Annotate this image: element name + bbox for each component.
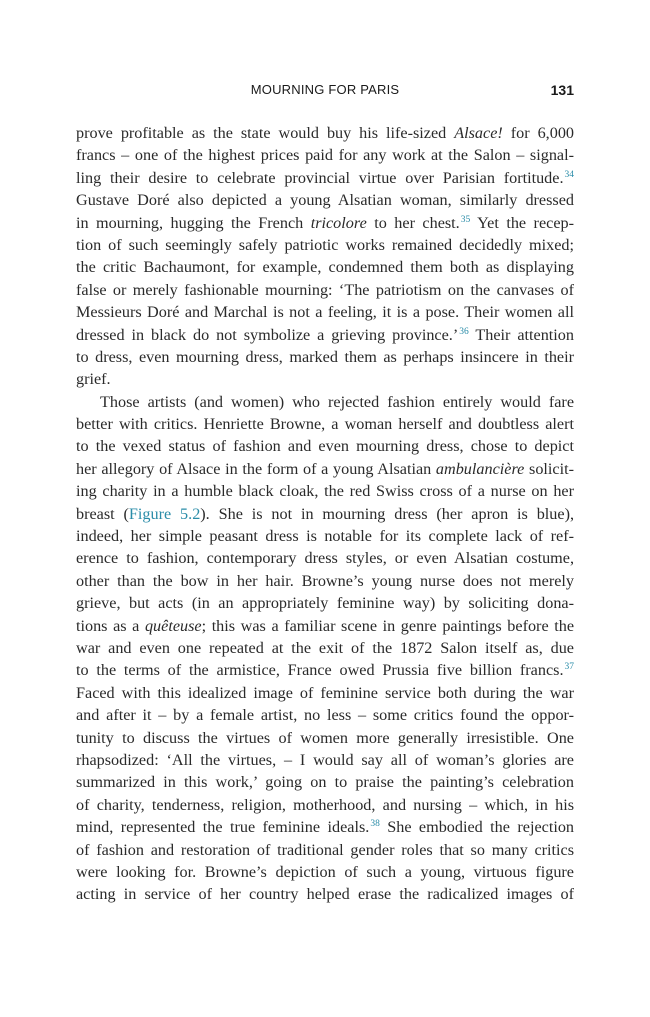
text-line xyxy=(76,122,574,144)
text-line: summarized in this work,’ going on to praise the painting’s celebration xyxy=(76,773,574,792)
text-line: tion of such seemingly safely patriotic works remained decidedly mixed; xyxy=(76,235,574,254)
text-line xyxy=(76,615,574,637)
text-line: indeed, her simple peasant dress is notable for its complete lack of ref- xyxy=(76,527,574,546)
text-line xyxy=(76,324,574,346)
text-run: Their attention xyxy=(468,325,574,344)
text-line: tunity to discuss the virtues of women more generally irresistible. One xyxy=(76,728,574,747)
text-line: rhapsodized: ‘All the virtues, – I would say all of woman’s glories are xyxy=(76,750,574,769)
text-line: ing charity in a humble black cloak, the red Swiss cross of a nurse on her xyxy=(76,482,574,501)
note-reference[interactable]: 38 xyxy=(370,819,380,830)
text-line: Faced with this idealized image of feminine service both during the war xyxy=(76,683,574,702)
body-text xyxy=(76,122,574,906)
italic-term: Alsace! xyxy=(454,124,503,142)
page-number: 131 xyxy=(550,82,574,98)
text-line xyxy=(76,659,574,681)
text-line: grieve, but acts (in an appropriately feminine way) by soliciting dona- xyxy=(76,594,574,613)
text-run: ling their desire to celebrate provincial virtue over Parisian fortitude. xyxy=(76,168,564,187)
note-reference[interactable]: 37 xyxy=(564,662,574,673)
note-reference[interactable]: 35 xyxy=(460,214,471,225)
text-line xyxy=(76,458,574,480)
text-line: to the vexed status of fashion and even mourning dress, chose to depict xyxy=(76,437,574,456)
text-line xyxy=(76,212,574,234)
text-line: grief. xyxy=(76,370,111,389)
italic-term: quêteuse xyxy=(144,616,202,635)
italic-term: ambulancière xyxy=(435,459,525,478)
text-line: war and even one repeated at the exit of the 1872 Salon itself as, due xyxy=(76,638,574,657)
text-line: other than the bow in her hair. Browne’s young nurse does not merely xyxy=(76,571,574,590)
text-run: ; this was a familiar scene in genre paintings before the xyxy=(201,616,574,635)
figure-link[interactable]: Figure 5.2 xyxy=(128,504,201,523)
text-line xyxy=(76,816,574,838)
text-run: her allegory of Alsace in the form of a young Alsatian xyxy=(76,459,436,478)
text-line: of charity, tenderness, religion, motherhood, and nursing – which, in his xyxy=(76,795,574,814)
text-line: acting in service of her country helped erase the radicalized images of xyxy=(76,885,574,904)
text-run: to her chest. xyxy=(366,213,460,232)
text-line: the critic Bachaumont, for example, condemned them both as displaying xyxy=(76,258,574,277)
text-run: in mourning, hugging the French xyxy=(76,213,311,232)
text-line: Messieurs Doré and Marchal is not a feeling, it is a pose. Their women all xyxy=(76,303,574,322)
text-line: and after it – by a female artist, no less – some critics found the oppor- xyxy=(76,706,574,725)
text-line: of fashion and restoration of traditional gender roles that so many critics xyxy=(76,840,574,859)
note-reference[interactable]: 36 xyxy=(459,326,469,337)
text-run: She embodied the rejection xyxy=(379,818,574,837)
text-run: breast ( xyxy=(76,504,129,523)
text-line: Gustave Doré also depicted a young Alsatian woman, similarly dressed xyxy=(76,191,574,210)
text-run: tions as a xyxy=(76,616,145,635)
page-header xyxy=(76,82,574,102)
text-line: erence to fashion, contemporary dress styles, or even Alsatian costume, xyxy=(76,549,574,568)
text-line xyxy=(76,503,574,525)
text-run: Yet the recep- xyxy=(470,213,574,232)
text-run: to the terms of the armistice, France owed Prussia five billion francs. xyxy=(76,661,564,680)
text-run: ). She is not in mourning dress (her apron is blue), xyxy=(200,504,574,523)
text-line xyxy=(76,167,574,189)
text-line: francs – one of the highest prices paid for any work at the Salon – signal- xyxy=(76,146,574,165)
text-line: false or merely fashionable mourning: ‘The patriotism on the canvases of xyxy=(76,280,574,299)
text-run: dressed in black do not symbolize a grieving province.’ xyxy=(76,325,459,344)
running-head: MOURNING FOR PARIS xyxy=(250,82,400,97)
text-line: better with critics. Henriette Browne, a woman herself and doubtless alert xyxy=(76,415,574,434)
text-run: mind, represented the true feminine ideals. xyxy=(76,818,370,837)
text-run: for 6,000 xyxy=(502,124,574,142)
text-line: were looking for. Browne’s depiction of such a young, virtuous figure xyxy=(76,862,574,881)
text-line: to dress, even mourning dress, marked them as perhaps insincere in their xyxy=(76,347,574,366)
text-run: solicit- xyxy=(524,459,574,478)
text-run: prove profitable as the state would buy his life-sized xyxy=(76,124,455,142)
note-reference[interactable]: 34 xyxy=(564,169,574,180)
paragraph-first-line: Those artists (and women) who rejected fashion entirely would fare xyxy=(100,392,574,411)
italic-term: tricolore xyxy=(310,213,367,232)
